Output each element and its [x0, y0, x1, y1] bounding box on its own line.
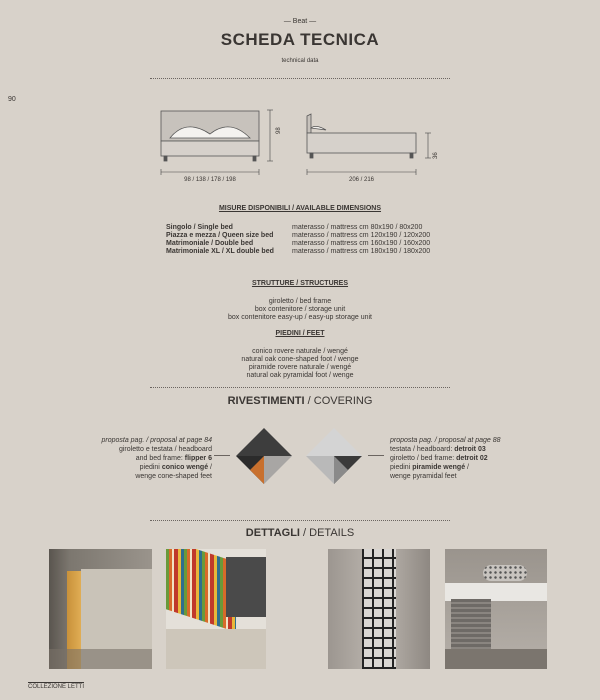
divider — [150, 78, 450, 79]
covering-right-line — [390, 463, 550, 472]
detail-photo-check — [328, 549, 430, 669]
structures-line: box contenitore easy-up / easy-up storage unit — [228, 314, 372, 321]
dark-pillow — [226, 557, 266, 617]
detail-photo-blanket — [166, 549, 266, 669]
front-height-label: 98 — [276, 127, 282, 134]
covering-right-label: giroletto / bed frame: — [390, 455, 457, 462]
details-title-sub: DETAILS — [309, 527, 355, 539]
swatch-top — [236, 428, 292, 456]
covering-swatch-right — [306, 428, 362, 484]
details-title — [0, 527, 600, 539]
front-width-label: 98 / 138 / 178 / 198 — [184, 177, 236, 183]
front-view-drawing — [161, 111, 259, 161]
covering-left-value: flipper 6 — [184, 455, 212, 462]
dimension-value: materasso / mattress cm 180x190 / 180x200 — [292, 248, 431, 255]
covering-title-sep: / — [304, 395, 314, 407]
covering-right-text — [390, 436, 550, 481]
covering-right-label: piedini — [390, 464, 413, 471]
structures-heading: STRUTTURE / STRUCTURES — [251, 280, 349, 287]
covering-swatch-left — [236, 428, 292, 484]
dimension-name: Matrimoniale XL / XL double bed — [166, 248, 274, 255]
feet-line: conico rovere naturale / wengé — [252, 348, 348, 355]
swatch-top — [306, 428, 362, 456]
page-number: 90 — [8, 96, 16, 103]
throw-blanket — [451, 599, 491, 649]
divider — [150, 520, 450, 521]
covering-left-line — [60, 454, 212, 463]
connector-line — [214, 455, 230, 456]
feet-line: natural oak cone-shaped foot / wenge — [241, 356, 359, 363]
dimension-value: materasso / mattress cm 80x190 / 80x200 — [292, 224, 423, 231]
covering-right-proposal: proposta pag. / proposal at page 88 — [390, 437, 501, 444]
covering-right-label: / — [465, 464, 469, 471]
covering-left-label: piedini — [139, 464, 162, 471]
structures-line: giroletto / bed frame — [268, 298, 332, 305]
feet-heading: PIEDINI / FEET — [275, 330, 325, 337]
covering-right-line: wenge pyramidal feet — [390, 473, 457, 480]
swatch-left — [306, 456, 334, 484]
feet-line: natural oak pyramidal foot / wenge — [246, 372, 354, 379]
page-subtitle: technical data — [281, 58, 319, 64]
covering-title-main: RIVESTIMENTI — [227, 395, 305, 407]
swatch-right — [264, 456, 292, 484]
covering-right-value: detroit 02 — [456, 455, 488, 462]
collection-name: — Beat — — [283, 18, 317, 25]
footer-label: COLLEZIONE LETTI — [28, 684, 85, 690]
covering-left-value: conico wengé — [161, 464, 209, 471]
structures-line: box contenitore / storage unit — [254, 306, 346, 313]
side-height-label: 36 — [433, 152, 439, 159]
detail-photo-headboard — [49, 549, 152, 669]
dimension-value: materasso / mattress cm 160x190 / 160x200 — [292, 240, 431, 247]
covering-right-value: piramide wengé — [412, 464, 466, 471]
collection-name-text: Beat — [292, 18, 308, 25]
covering-left-label: / — [208, 464, 212, 471]
dimensions-heading: MISURE DISPONIBILI / AVAILABLE DIMENSIONS — [218, 205, 382, 212]
details-title-sep: / — [299, 527, 310, 539]
covering-right-line — [390, 454, 550, 463]
dimension-value: materasso / mattress cm 120x190 / 120x200 — [292, 232, 431, 239]
covering-right-value: detroit 03 — [454, 446, 486, 453]
covering-title — [0, 395, 600, 407]
covering-left-line: wenge cone-shaped feet — [135, 473, 212, 480]
dimension-name: Singolo / Single bed — [166, 224, 233, 231]
bed-base — [166, 629, 266, 669]
details-title-main: DETTAGLI — [245, 527, 300, 539]
side-width-label: 206 / 216 — [348, 177, 375, 183]
feet-line: piramide rovere naturale / wengé — [248, 364, 352, 371]
divider — [150, 387, 450, 388]
side-view-drawing — [307, 114, 416, 158]
covering-left-text — [60, 436, 212, 481]
covering-left-label: and bed frame: — [135, 455, 185, 462]
dotted-pillow — [483, 565, 527, 581]
covering-right-line — [390, 445, 550, 454]
connector-line — [368, 455, 384, 456]
page-title: SCHEDA TECNICA — [220, 30, 380, 49]
covering-left-line — [60, 463, 212, 472]
covering-right-label: testata / headboard: — [390, 446, 455, 453]
detail-photo-bed — [445, 549, 547, 669]
covering-left-line: giroletto e testata / headboard — [118, 446, 212, 453]
check-fabric — [362, 549, 396, 669]
photo-shadow — [49, 649, 152, 669]
floor-shadow — [445, 649, 547, 669]
dimension-name: Piazza e mezza / Queen size bed — [166, 232, 274, 239]
covering-left-proposal: proposta pag. / proposal at page 84 — [101, 437, 212, 444]
covering-title-sub: COVERING — [313, 395, 373, 407]
dimension-name: Matrimoniale / Double bed — [166, 240, 254, 247]
